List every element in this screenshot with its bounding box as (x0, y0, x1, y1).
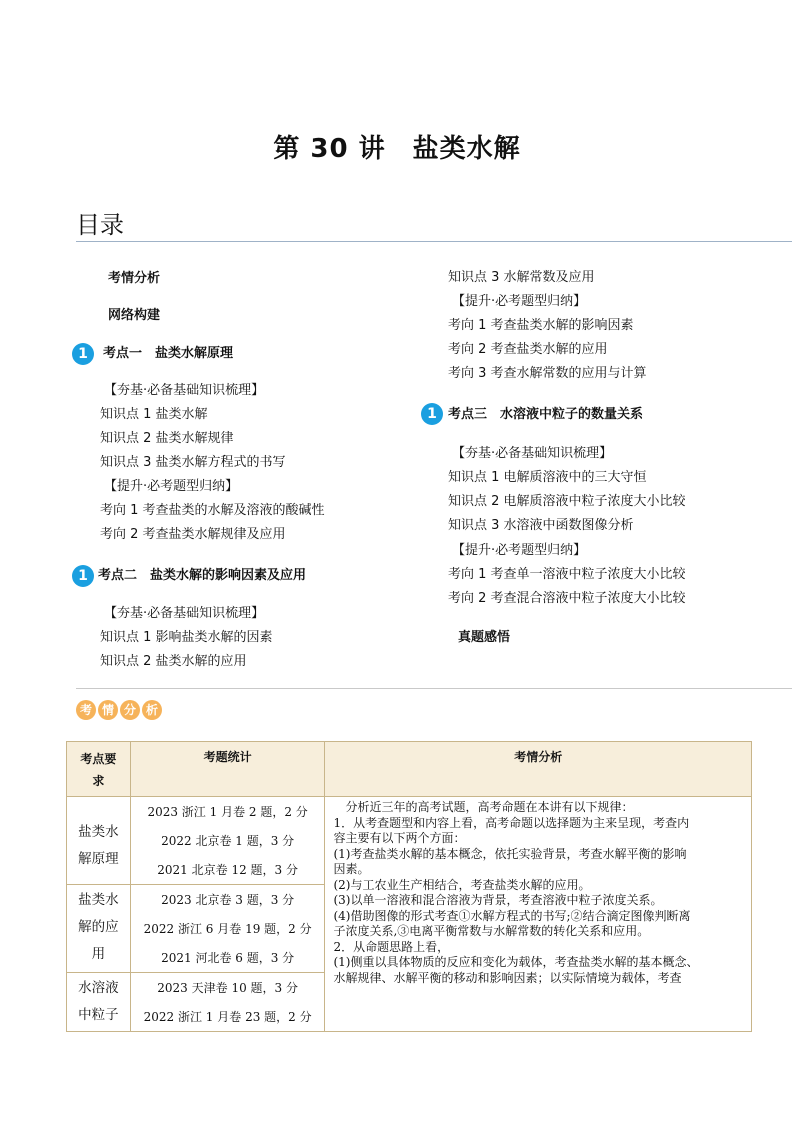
toc-sub-item[interactable]: 【夯基·必备基础知识梳理】 (104, 606, 265, 621)
table-header-cell: 考点要求 (67, 742, 131, 797)
badge-char: 情 (98, 700, 118, 720)
section-number-icon: 1 (72, 565, 94, 587)
table-cell-stats (130, 797, 325, 885)
toc-sub-item[interactable]: 【提升·必考题型归纳】 (452, 294, 587, 309)
stat-line: 2021 河北卷 6 题，3 分 (161, 951, 295, 965)
toc-item-exam-analysis[interactable]: 考情分析 (108, 271, 161, 286)
section-number-icon: 1 (421, 403, 443, 425)
toc-sub-item[interactable]: 知识点 2 电解质溶液中粒子浓度大小比较 (448, 494, 686, 509)
table-cell-stats (130, 885, 325, 973)
toc-sub-item[interactable]: 考向 1 考查盐类水解的影响因素 (448, 318, 634, 333)
badge-char: 分 (120, 700, 140, 720)
table-cell-stats (130, 973, 325, 1032)
toc-sub-item[interactable]: 考向 1 考查单一溶液中粒子浓度大小比较 (448, 567, 686, 582)
section-divider (76, 688, 792, 689)
toc-heading: 目录 (76, 211, 124, 239)
stat-line: 2021 北京卷 12 题，3 分 (157, 863, 298, 877)
toc-sub-item[interactable]: 考向 3 考查水解常数的应用与计算 (448, 366, 647, 381)
toc-sub-item[interactable]: 【夯基·必备基础知识梳理】 (104, 383, 265, 398)
table-header-cell: 考题统计 (130, 742, 325, 797)
toc-sub-item[interactable]: 知识点 1 电解质溶液中的三大守恒 (448, 470, 647, 485)
toc-section-3[interactable]: 考点三 水溶液中粒子的数量关系 (448, 407, 644, 422)
toc-sub-item[interactable]: 知识点 2 盐类水解的应用 (100, 654, 247, 669)
toc-sub-item[interactable]: 考向 1 考查盐类的水解及溶液的酸碱性 (100, 503, 325, 518)
badge-char: 考 (76, 700, 96, 720)
section-badge (76, 700, 162, 720)
table-row (67, 797, 752, 885)
toc-sub-item[interactable]: 知识点 3 盐类水解方程式的书写 (100, 455, 286, 470)
toc-item-network[interactable]: 网络构建 (108, 308, 161, 323)
table-cell-label: 水溶液中粒子 (67, 973, 131, 1032)
toc-sub-item[interactable]: 知识点 2 盐类水解规律 (100, 431, 234, 446)
stat-line: 2023 天津卷 10 题，3 分 (157, 981, 298, 995)
toc-sub-item[interactable]: 知识点 3 水解常数及应用 (448, 270, 595, 285)
table-header-cell: 考情分析 (325, 742, 752, 797)
table-cell-analysis (325, 797, 752, 1032)
toc-section-1[interactable]: 考点一 盐类水解原理 (103, 346, 234, 361)
page-title: 第 30 讲 盐类水解 (273, 134, 521, 164)
toc-sub-item[interactable]: 知识点 1 盐类水解 (100, 407, 208, 422)
table-header-row (67, 742, 752, 797)
toc-item-real-questions[interactable]: 真题感悟 (458, 630, 511, 645)
exam-analysis-table (66, 741, 752, 1032)
toc-sub-item[interactable]: 考向 2 考查盐类水解规律及应用 (100, 527, 286, 542)
badge-char: 析 (142, 700, 162, 720)
toc-sub-item[interactable]: 考向 2 考查盐类水解的应用 (448, 342, 608, 357)
analysis-text: 分析近三年的高考试题，高考命题在本讲有以下规律： 1．从考查题型和内容上看，高考命题以选择题为主来呈现，考查内 容主要有以下两个方面： (1)考查盐类水解的基本概念，依托实验背景，考查水解平衡的影响 因素。 (2)与工农业生产相结合，考查盐类水解的应用。 (3)以单一溶液和混合溶液为背景，考查溶液中粒子浓度关系。 (4)借助图像的形式考查①水解方程式的书写;②结合滴定图像判断离 子浓度关系,③电离平衡常数与水解常数的转化关系和应用。 2．从命题思路上看， (1)侧重以具体物质的反应和变化为载体，考查盐类水解的基本概念、 水解规律、水解平衡的移动和影响因素；以实际情境为载体，考查 (333, 800, 699, 985)
stat-line: 2022 浙江 6 月卷 19 题，2 分 (143, 922, 312, 936)
toc-sub-item[interactable]: 考向 2 考查混合溶液中粒子浓度大小比较 (448, 591, 686, 606)
toc-section-2[interactable]: 考点二 盐类水解的影响因素及应用 (98, 568, 307, 583)
toc-sub-item[interactable]: 知识点 3 水溶液中函数图像分析 (448, 518, 634, 533)
section-number-icon: 1 (72, 343, 94, 365)
toc-sub-item[interactable]: 【夯基·必备基础知识梳理】 (452, 446, 613, 461)
toc-divider (76, 241, 792, 242)
table-cell-label: 盐类水解的应用 (67, 885, 131, 973)
stat-line: 2023 浙江 1 月卷 2 题，2 分 (147, 805, 308, 819)
toc-sub-item[interactable]: 知识点 1 影响盐类水解的因素 (100, 630, 273, 645)
stat-line: 2022 北京卷 1 题，3 分 (161, 834, 295, 848)
stat-line: 2022 浙江 1 月卷 23 题，2 分 (143, 1010, 312, 1024)
toc-sub-item[interactable]: 【提升·必考题型归纳】 (104, 479, 239, 494)
table-cell-label: 盐类水解原理 (67, 797, 131, 885)
stat-line: 2023 北京卷 3 题，3 分 (161, 893, 295, 907)
toc-sub-item[interactable]: 【提升·必考题型归纳】 (452, 543, 587, 558)
